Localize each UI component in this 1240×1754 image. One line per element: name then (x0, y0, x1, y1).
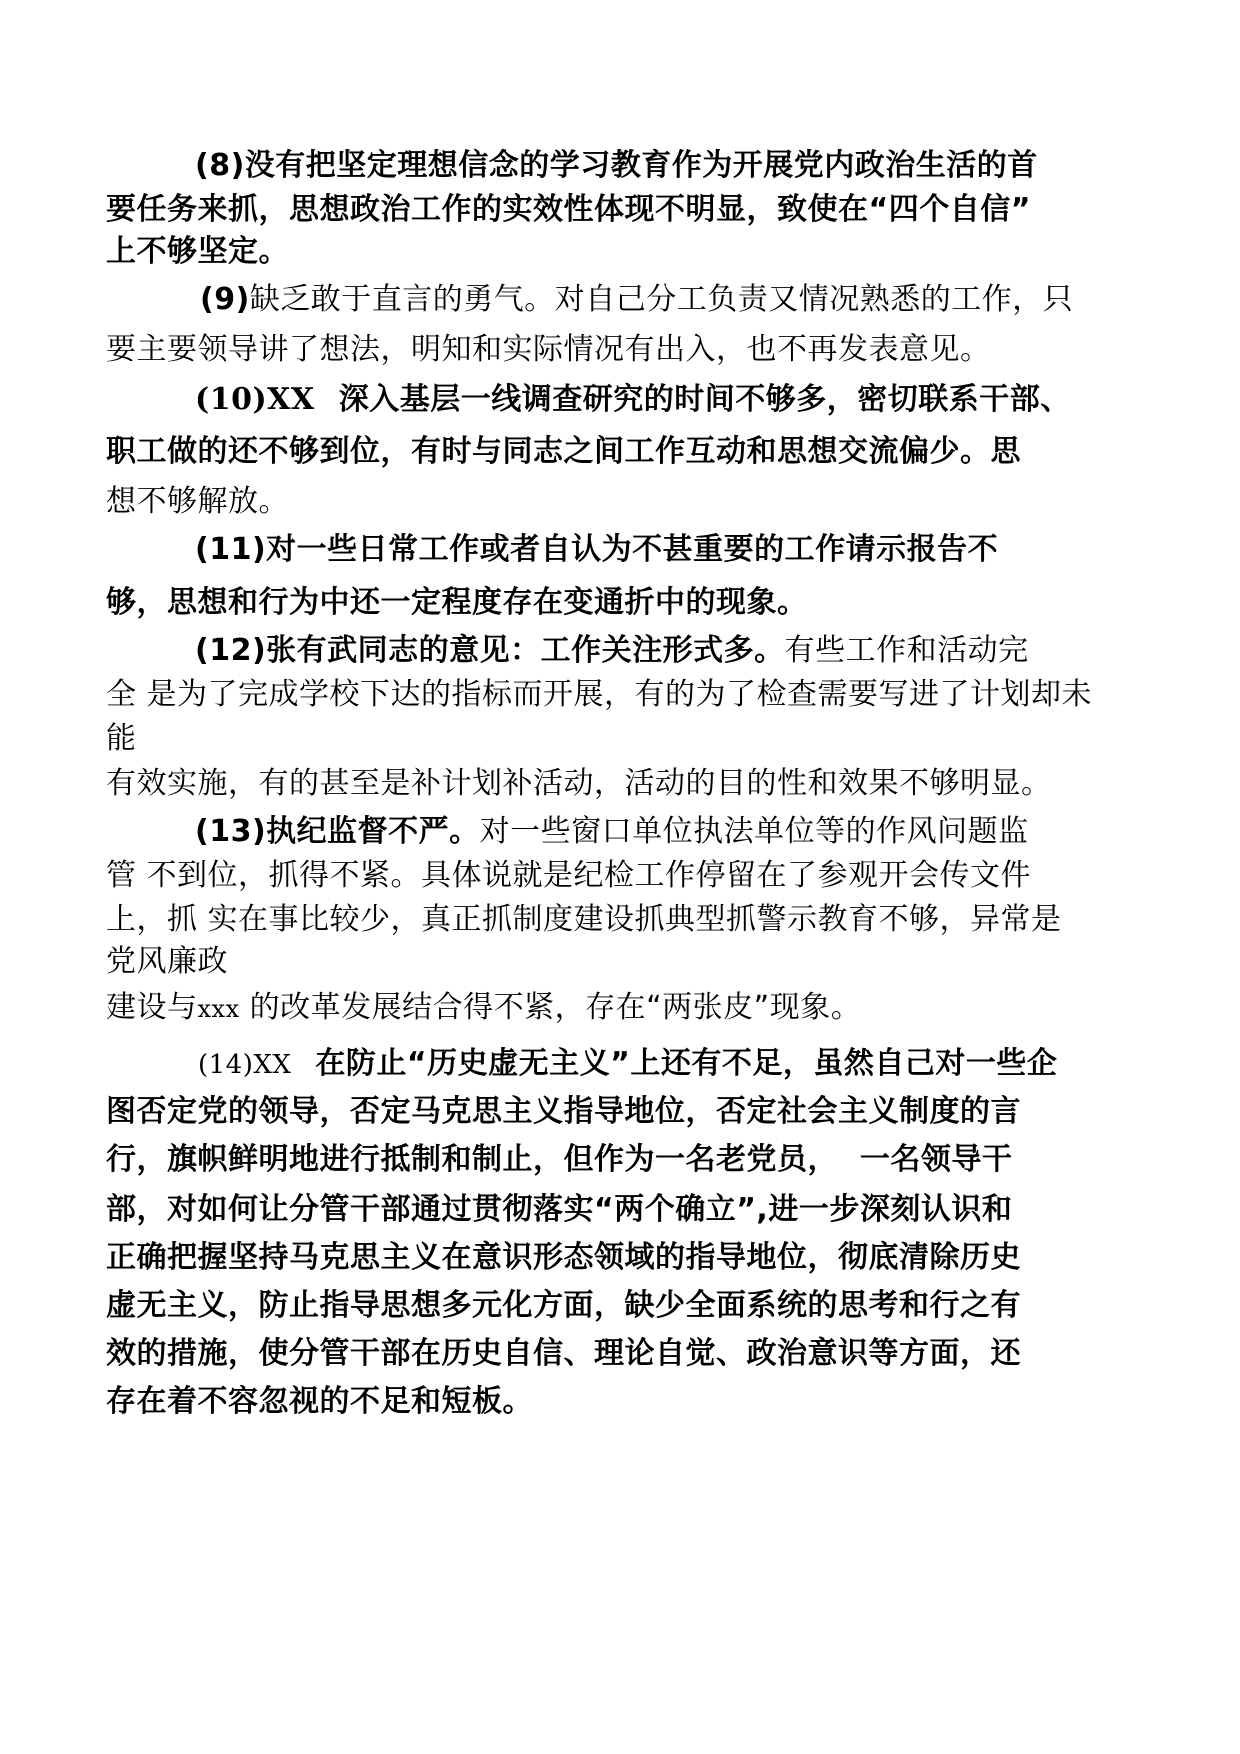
paragraph-13-text: 管 不到位，抓得不紧。具体说就是纪检工作停留在了参观开会传文件 (106, 858, 1032, 893)
paragraph-13-line-1 (195, 812, 1029, 852)
paragraph-9-text: 要主要领导讲了想法，明知和实际情况有出入，也不再发表意见。 (106, 332, 991, 367)
paragraph-14-line-8 (106, 1382, 533, 1422)
paragraph-14-line-7 (106, 1334, 1021, 1374)
paragraph-10-text: 想不够解放。 (106, 484, 289, 519)
paragraph-13-line-5 (106, 988, 861, 1029)
paragraph-14-line-2 (106, 1092, 1021, 1132)
paragraph-9-line-1 (200, 280, 1073, 320)
paragraph-12-text: 有些工作和活动完 (784, 633, 1029, 668)
paragraph-14-text: 虚无主义，防止指导思想多元化方面，缺少全面系统的思考和行之有 (106, 1288, 1021, 1323)
paragraph-10-line-2 (106, 432, 1021, 472)
paragraph-12-lead: (12)张有武同志的意见：工作关注形式多。 (195, 633, 785, 668)
paragraph-14-text: 行，旗帜鲜明地进行抵制和制止，但作为一名老党员， 一名领导干 (106, 1142, 1013, 1177)
paragraph-12-line-4 (106, 764, 1052, 804)
paragraph-10-text: 职工做的还不够到位，有时与同志之间工作互动和思想交流偏少。思 (106, 434, 1021, 469)
paragraph-14-text: 存在着不容忽视的不足和短板。 (106, 1384, 533, 1419)
paragraph-8-line-3 (106, 232, 289, 272)
paragraph-13-lead: (13)执纪监督不严。 (195, 814, 480, 849)
paragraph-8-text: (8)没有把坚定理想信念的学习教育作为开展党内政治生活的首 (195, 148, 1038, 183)
paragraph-13-line-4 (106, 942, 228, 982)
paragraph-9-line-2 (106, 330, 991, 370)
paragraph-13-placeholder: xxx (197, 995, 240, 1023)
paragraph-12-text: 有效实施，有的甚至是补计划补活动，活动的目的性和效果不够明显。 (106, 766, 1052, 801)
paragraph-13-line-2 (106, 856, 1031, 896)
paragraph-14-text: 图否定党的领导，否定马克思主义指导地位，否定社会主义制度的言 (106, 1094, 1021, 1129)
paragraph-9-text: 缺乏敢于直言的勇气。对自己分工负责又情况熟悉的工作，只 (249, 282, 1074, 317)
paragraph-14-line-4 (106, 1190, 1012, 1230)
paragraph-12-text: 全 是为了完成学校下达的指标而开展，有的为了检查需要写进了计划却未 (106, 677, 1093, 712)
paragraph-13-text: 对一些窗口单位执法单位等的作风问题监 (479, 814, 1029, 849)
paragraph-14-line-5 (106, 1238, 1021, 1278)
paragraph-14-text: 部，对如何让分管干部通过贯彻落实“两个确立”,进一步深刻认识和 (106, 1192, 1013, 1227)
paragraph-14-number: (14)XX (198, 1050, 292, 1080)
paragraph-14-text: 效的措施，使分管干部在历史自信、理论自觉、政治意识等方面，还 (106, 1336, 1021, 1371)
paragraph-12-line-1 (195, 631, 1029, 671)
paragraph-14-line-1 (198, 1044, 1057, 1085)
paragraph-9-number: (9) (200, 282, 250, 317)
paragraph-13-line-3 (106, 900, 1062, 940)
paragraph-11-text: 够，思想和行为中还一定程度存在变通折中的现象。 (106, 585, 808, 620)
paragraph-10-number: (10)XX (195, 382, 315, 417)
paragraph-12-line-3 (106, 719, 137, 759)
paragraph-8-text: 上不够坚定。 (106, 234, 289, 269)
paragraph-11-line-2 (106, 583, 808, 623)
paragraph-14-line-3 (106, 1140, 1012, 1180)
paragraph-12-text: 能 (106, 721, 137, 756)
paragraph-8-line-1 (195, 146, 1038, 186)
paragraph-14-text: 在防止“历史虚无主义”上还有不足，虽然自己对一些企 (315, 1046, 1058, 1081)
paragraph-10-line-1 (195, 380, 1071, 420)
paragraph-13-text: 上，抓 实在事比较少，真正抓制度建设抓典型抓警示教育不够，异常是 (106, 902, 1062, 937)
paragraph-10-line-3 (106, 482, 289, 522)
paragraph-13-text: 的改革发展结合得不紧，存在“两张皮”现象。 (239, 990, 862, 1025)
paragraph-11-text: (11)对一些日常工作或者自认为不甚重要的工作请示报告不 (195, 532, 999, 567)
paragraph-13-text: 党风廉政 (106, 944, 228, 979)
paragraph-11-line-1 (195, 530, 998, 570)
paragraph-8-line-2 (106, 190, 1031, 230)
paragraph-12-line-2 (106, 675, 1092, 715)
paragraph-10-text: 深入基层一线调查研究的时间不够多，密切联系干部、 (338, 382, 1071, 417)
paragraph-14-text: 正确把握坚持马克思主义在意识形态领域的指导地位，彻底清除历史 (106, 1240, 1021, 1275)
paragraph-8-text: 要任务来抓，思想政治工作的实效性体现不明显，致使在“四个自信” (106, 192, 1031, 227)
paragraph-14-line-6 (106, 1286, 1021, 1326)
paragraph-13-text: 建设与 (106, 990, 198, 1025)
